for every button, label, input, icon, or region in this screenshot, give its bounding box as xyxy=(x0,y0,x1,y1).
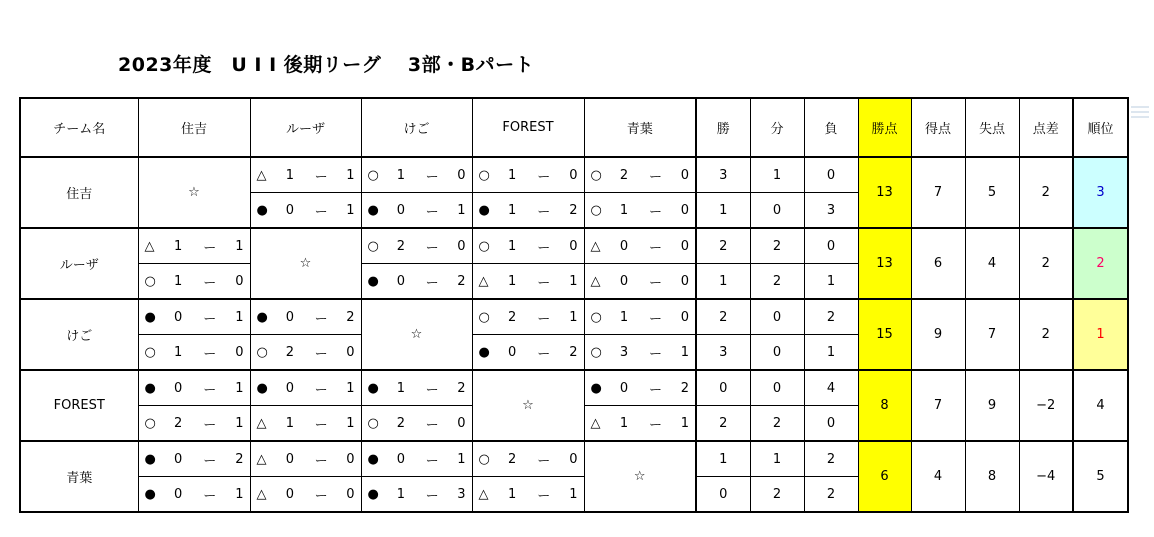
match-result xyxy=(472,157,584,193)
score-dash: ー xyxy=(425,453,439,469)
header-stat-5: 失点 xyxy=(965,98,1019,157)
self-match-star: ☆ xyxy=(138,157,250,228)
match-result xyxy=(138,477,250,513)
goals-against: 0 xyxy=(680,167,689,183)
goals-against: 1 xyxy=(346,380,355,396)
score-dash: ー xyxy=(648,204,662,220)
goals-for: 1 xyxy=(508,167,517,183)
goals-against: 2 xyxy=(346,309,355,325)
wins: 2 xyxy=(696,406,750,442)
result-mark-icon: ○ xyxy=(590,202,602,218)
header-stat-0: 勝 xyxy=(696,98,750,157)
goals-against: 1 xyxy=(235,486,244,502)
goals-against: 1 xyxy=(680,344,689,360)
result-mark-icon: △ xyxy=(590,273,601,289)
score-dash: ー xyxy=(314,417,328,433)
score-dash: ー xyxy=(425,204,439,220)
goals-for: 2 xyxy=(285,344,294,360)
wins: 1 xyxy=(696,193,750,229)
team-row xyxy=(20,157,1128,193)
goals-for: 0 xyxy=(285,486,294,502)
score-dash: ー xyxy=(314,453,328,469)
match-result xyxy=(138,228,250,264)
goals-for: 1 xyxy=(174,344,183,360)
goals-against: 0 xyxy=(235,273,244,289)
goals-for: 1 xyxy=(619,202,629,218)
menu-icon xyxy=(1131,106,1149,120)
match-result xyxy=(250,406,361,442)
result-mark-icon: ○ xyxy=(478,167,490,183)
match-result xyxy=(250,299,361,335)
match-result xyxy=(138,370,250,406)
match-result xyxy=(250,441,361,477)
team-name: 住吉 xyxy=(20,157,138,228)
wins: 1 xyxy=(696,264,750,300)
match-result xyxy=(472,477,584,513)
match-result xyxy=(584,228,696,264)
team-row xyxy=(20,370,1128,406)
result-mark-icon: ● xyxy=(367,273,379,289)
goals-against: 2 xyxy=(680,380,689,396)
score-dash: ー xyxy=(425,488,439,504)
points: 13 xyxy=(858,228,911,299)
result-mark-icon: ○ xyxy=(590,344,602,360)
losses: 2 xyxy=(804,477,858,513)
team-row xyxy=(20,441,1128,477)
match-result xyxy=(584,264,696,300)
goals-scored: 9 xyxy=(911,299,965,370)
league-table xyxy=(19,97,1129,513)
goals-for: 2 xyxy=(508,451,517,467)
result-mark-icon: △ xyxy=(478,486,489,502)
goals-against: 2 xyxy=(235,451,244,467)
score-dash: ー xyxy=(203,311,217,327)
score-dash: ー xyxy=(537,488,551,504)
goals-against: 2 xyxy=(569,202,578,218)
result-mark-icon: ● xyxy=(144,309,156,325)
score-dash: ー xyxy=(203,382,217,398)
draws: 0 xyxy=(750,299,804,335)
match-result xyxy=(361,370,472,406)
match-result xyxy=(472,299,584,335)
header-stat-3: 勝点 xyxy=(858,98,911,157)
goals-for: 2 xyxy=(396,415,405,431)
goals-for: 0 xyxy=(285,380,294,396)
goals-against: 0 xyxy=(235,344,244,360)
result-mark-icon: △ xyxy=(256,415,267,431)
points: 6 xyxy=(858,441,911,512)
draws: 0 xyxy=(750,335,804,371)
losses: 2 xyxy=(804,299,858,335)
goals-for: 0 xyxy=(174,309,183,325)
points: 15 xyxy=(858,299,911,370)
goals-conceded: 5 xyxy=(965,157,1019,228)
wins: 2 xyxy=(696,299,750,335)
match-result xyxy=(361,406,472,442)
goals-against: 1 xyxy=(457,202,466,218)
match-result xyxy=(584,370,696,406)
match-result xyxy=(361,228,472,264)
wins: 2 xyxy=(696,228,750,264)
score-dash: ー xyxy=(314,488,328,504)
score-dash: ー xyxy=(537,204,551,220)
losses: 1 xyxy=(804,264,858,300)
match-result xyxy=(138,406,250,442)
result-mark-icon: ○ xyxy=(367,238,379,254)
goal-difference: 2 xyxy=(1019,228,1073,299)
wins: 0 xyxy=(696,370,750,406)
goals-against: 1 xyxy=(569,309,578,325)
goals-against: 0 xyxy=(346,486,355,502)
header-opponent-3: FOREST xyxy=(472,98,584,157)
result-mark-icon: ○ xyxy=(478,451,490,467)
match-result xyxy=(361,193,472,229)
goals-for: 3 xyxy=(619,344,629,360)
result-mark-icon: ○ xyxy=(478,238,490,254)
goals-for: 2 xyxy=(508,309,517,325)
wins: 0 xyxy=(696,477,750,513)
rank: 1 xyxy=(1073,299,1128,370)
match-result xyxy=(250,157,361,193)
draws: 0 xyxy=(750,370,804,406)
score-dash: ー xyxy=(203,453,217,469)
goals-for: 1 xyxy=(619,415,629,431)
score-dash: ー xyxy=(203,346,217,362)
match-result xyxy=(250,193,361,229)
result-mark-icon: ● xyxy=(256,309,268,325)
goals-for: 1 xyxy=(396,380,405,396)
self-match-star: ☆ xyxy=(250,228,361,299)
goals-against: 1 xyxy=(235,415,244,431)
match-result xyxy=(138,441,250,477)
goals-against: 2 xyxy=(457,273,466,289)
score-dash: ー xyxy=(314,382,328,398)
draws: 2 xyxy=(750,264,804,300)
goals-scored: 7 xyxy=(911,157,965,228)
goals-for: 0 xyxy=(619,238,629,254)
score-dash: ー xyxy=(648,346,662,362)
goals-against: 1 xyxy=(235,380,244,396)
score-dash: ー xyxy=(537,453,551,469)
losses: 4 xyxy=(804,370,858,406)
score-dash: ー xyxy=(537,311,551,327)
match-result xyxy=(472,335,584,371)
goals-against: 1 xyxy=(569,486,578,502)
goals-against: 1 xyxy=(346,202,355,218)
goals-for: 0 xyxy=(619,380,629,396)
goals-for: 1 xyxy=(508,202,517,218)
match-result xyxy=(250,335,361,371)
match-result xyxy=(250,370,361,406)
result-mark-icon: △ xyxy=(590,415,601,431)
header-stat-4: 得点 xyxy=(911,98,965,157)
score-dash: ー xyxy=(648,382,662,398)
goal-difference: −4 xyxy=(1019,441,1073,512)
result-mark-icon: ● xyxy=(144,380,156,396)
score-dash: ー xyxy=(648,311,662,327)
goals-for: 1 xyxy=(396,167,405,183)
header-team-name: チーム名 xyxy=(20,98,138,157)
self-match-star: ☆ xyxy=(361,299,472,370)
result-mark-icon: △ xyxy=(256,451,267,467)
wins: 1 xyxy=(696,441,750,477)
points: 8 xyxy=(858,370,911,441)
score-dash: ー xyxy=(203,275,217,291)
goals-against: 2 xyxy=(569,344,578,360)
losses: 2 xyxy=(804,441,858,477)
goals-against: 1 xyxy=(680,415,689,431)
result-mark-icon: ○ xyxy=(256,344,268,360)
goals-for: 1 xyxy=(508,486,517,502)
result-mark-icon: ● xyxy=(590,380,602,396)
goals-for: 2 xyxy=(619,167,629,183)
result-mark-icon: △ xyxy=(256,167,267,183)
goals-for: 0 xyxy=(285,451,294,467)
goals-against: 1 xyxy=(346,167,355,183)
goals-against: 1 xyxy=(235,309,244,325)
goals-against: 3 xyxy=(457,486,466,502)
goals-conceded: 4 xyxy=(965,228,1019,299)
goals-for: 0 xyxy=(174,486,183,502)
goals-against: 1 xyxy=(346,415,355,431)
result-mark-icon: ● xyxy=(478,344,490,360)
header-row xyxy=(20,98,1128,157)
goals-scored: 6 xyxy=(911,228,965,299)
result-mark-icon: ○ xyxy=(144,415,156,431)
match-result xyxy=(472,264,584,300)
header-opponent-0: 住吉 xyxy=(138,98,250,157)
match-result xyxy=(138,264,250,300)
goals-against: 0 xyxy=(346,451,355,467)
rank: 5 xyxy=(1073,441,1128,512)
goals-for: 1 xyxy=(285,415,294,431)
goals-scored: 7 xyxy=(911,370,965,441)
score-dash: ー xyxy=(425,240,439,256)
draws: 2 xyxy=(750,406,804,442)
result-mark-icon: ● xyxy=(478,202,490,218)
goals-for: 1 xyxy=(285,167,294,183)
team-name: ルーザ xyxy=(20,228,138,299)
match-result xyxy=(472,193,584,229)
goals-for: 0 xyxy=(396,451,405,467)
score-dash: ー xyxy=(203,240,217,256)
goals-against: 1 xyxy=(569,273,578,289)
result-mark-icon: ● xyxy=(367,451,379,467)
score-dash: ー xyxy=(537,275,551,291)
header-stat-2: 負 xyxy=(804,98,858,157)
score-dash: ー xyxy=(537,169,551,185)
result-mark-icon: ● xyxy=(256,202,268,218)
goals-for: 2 xyxy=(174,415,183,431)
team-row xyxy=(20,299,1128,335)
self-match-star: ☆ xyxy=(472,370,584,441)
match-result xyxy=(138,335,250,371)
team-row xyxy=(20,228,1128,264)
result-mark-icon: △ xyxy=(256,486,267,502)
losses: 3 xyxy=(804,193,858,229)
goals-against: 0 xyxy=(569,451,578,467)
goals-against: 1 xyxy=(457,451,466,467)
goal-difference: −2 xyxy=(1019,370,1073,441)
wins: 3 xyxy=(696,335,750,371)
match-result xyxy=(584,193,696,229)
result-mark-icon: ○ xyxy=(367,167,379,183)
goals-against: 0 xyxy=(680,238,689,254)
goals-against: 0 xyxy=(457,415,466,431)
goals-for: 0 xyxy=(174,451,183,467)
score-dash: ー xyxy=(425,169,439,185)
result-mark-icon: △ xyxy=(590,238,601,254)
team-name: 青葉 xyxy=(20,441,138,512)
goals-for: 0 xyxy=(396,202,405,218)
team-name: FOREST xyxy=(20,370,138,441)
goals-for: 0 xyxy=(619,273,629,289)
match-result xyxy=(361,157,472,193)
match-result xyxy=(584,335,696,371)
match-result xyxy=(138,299,250,335)
goals-conceded: 7 xyxy=(965,299,1019,370)
rank: 4 xyxy=(1073,370,1128,441)
rank: 2 xyxy=(1073,228,1128,299)
result-mark-icon: ○ xyxy=(144,273,156,289)
page-title: 2023年度 U I I 後期リーグ 3部・Bパート xyxy=(118,54,535,76)
score-dash: ー xyxy=(648,417,662,433)
score-dash: ー xyxy=(203,488,217,504)
goals-for: 2 xyxy=(396,238,405,254)
result-mark-icon: ○ xyxy=(590,167,602,183)
goals-for: 0 xyxy=(285,202,294,218)
match-result xyxy=(361,264,472,300)
score-dash: ー xyxy=(648,240,662,256)
header-stat-6: 点差 xyxy=(1019,98,1073,157)
score-dash: ー xyxy=(425,417,439,433)
draws: 1 xyxy=(750,157,804,193)
result-mark-icon: ● xyxy=(367,486,379,502)
header-opponent-4: 青葉 xyxy=(584,98,696,157)
score-dash: ー xyxy=(425,382,439,398)
draws: 2 xyxy=(750,477,804,513)
score-dash: ー xyxy=(203,417,217,433)
match-result xyxy=(250,477,361,513)
goals-for: 0 xyxy=(396,273,405,289)
goals-against: 1 xyxy=(235,238,244,254)
match-result xyxy=(472,441,584,477)
score-dash: ー xyxy=(314,169,328,185)
goals-for: 0 xyxy=(174,380,183,396)
score-dash: ー xyxy=(537,346,551,362)
header-opponent-1: ルーザ xyxy=(250,98,361,157)
header-opponent-2: けご xyxy=(361,98,472,157)
goals-conceded: 8 xyxy=(965,441,1019,512)
header-stat-1: 分 xyxy=(750,98,804,157)
goals-for: 1 xyxy=(508,273,517,289)
result-mark-icon: △ xyxy=(144,238,155,254)
result-mark-icon: ● xyxy=(144,486,156,502)
result-mark-icon: △ xyxy=(478,273,489,289)
result-mark-icon: ● xyxy=(367,202,379,218)
header-stat-7: 順位 xyxy=(1073,98,1128,157)
score-dash: ー xyxy=(314,346,328,362)
goal-difference: 2 xyxy=(1019,299,1073,370)
goals-against: 0 xyxy=(457,238,466,254)
goals-for: 0 xyxy=(508,344,517,360)
goals-for: 1 xyxy=(174,273,183,289)
goals-for: 1 xyxy=(619,309,629,325)
wins: 3 xyxy=(696,157,750,193)
result-mark-icon: ● xyxy=(367,380,379,396)
goals-against: 0 xyxy=(569,238,578,254)
score-dash: ー xyxy=(648,169,662,185)
goals-scored: 4 xyxy=(911,441,965,512)
result-mark-icon: ○ xyxy=(367,415,379,431)
goals-against: 0 xyxy=(569,167,578,183)
match-result xyxy=(361,441,472,477)
result-mark-icon: ○ xyxy=(590,309,602,325)
losses: 0 xyxy=(804,406,858,442)
goals-for: 1 xyxy=(174,238,183,254)
goals-against: 2 xyxy=(457,380,466,396)
goals-for: 1 xyxy=(396,486,405,502)
draws: 0 xyxy=(750,193,804,229)
losses: 1 xyxy=(804,335,858,371)
goals-against: 0 xyxy=(457,167,466,183)
goals-against: 0 xyxy=(680,202,689,218)
match-result xyxy=(472,228,584,264)
score-dash: ー xyxy=(314,311,328,327)
goals-for: 1 xyxy=(508,238,517,254)
score-dash: ー xyxy=(314,204,328,220)
result-mark-icon: ● xyxy=(144,451,156,467)
match-result xyxy=(584,299,696,335)
match-result xyxy=(361,477,472,513)
score-dash: ー xyxy=(648,275,662,291)
result-mark-icon: ○ xyxy=(144,344,156,360)
match-result xyxy=(584,157,696,193)
goals-conceded: 9 xyxy=(965,370,1019,441)
draws: 1 xyxy=(750,441,804,477)
draws: 2 xyxy=(750,228,804,264)
goals-against: 0 xyxy=(680,309,689,325)
losses: 0 xyxy=(804,228,858,264)
rank: 3 xyxy=(1073,157,1128,228)
goals-against: 0 xyxy=(346,344,355,360)
score-dash: ー xyxy=(425,275,439,291)
result-mark-icon: ● xyxy=(256,380,268,396)
goal-difference: 2 xyxy=(1019,157,1073,228)
result-mark-icon: ○ xyxy=(478,309,490,325)
score-dash: ー xyxy=(537,240,551,256)
goals-against: 0 xyxy=(680,273,689,289)
self-match-star: ☆ xyxy=(584,441,696,512)
goals-for: 0 xyxy=(285,309,294,325)
losses: 0 xyxy=(804,157,858,193)
points: 13 xyxy=(858,157,911,228)
match-result xyxy=(584,406,696,442)
team-name: けご xyxy=(20,299,138,370)
